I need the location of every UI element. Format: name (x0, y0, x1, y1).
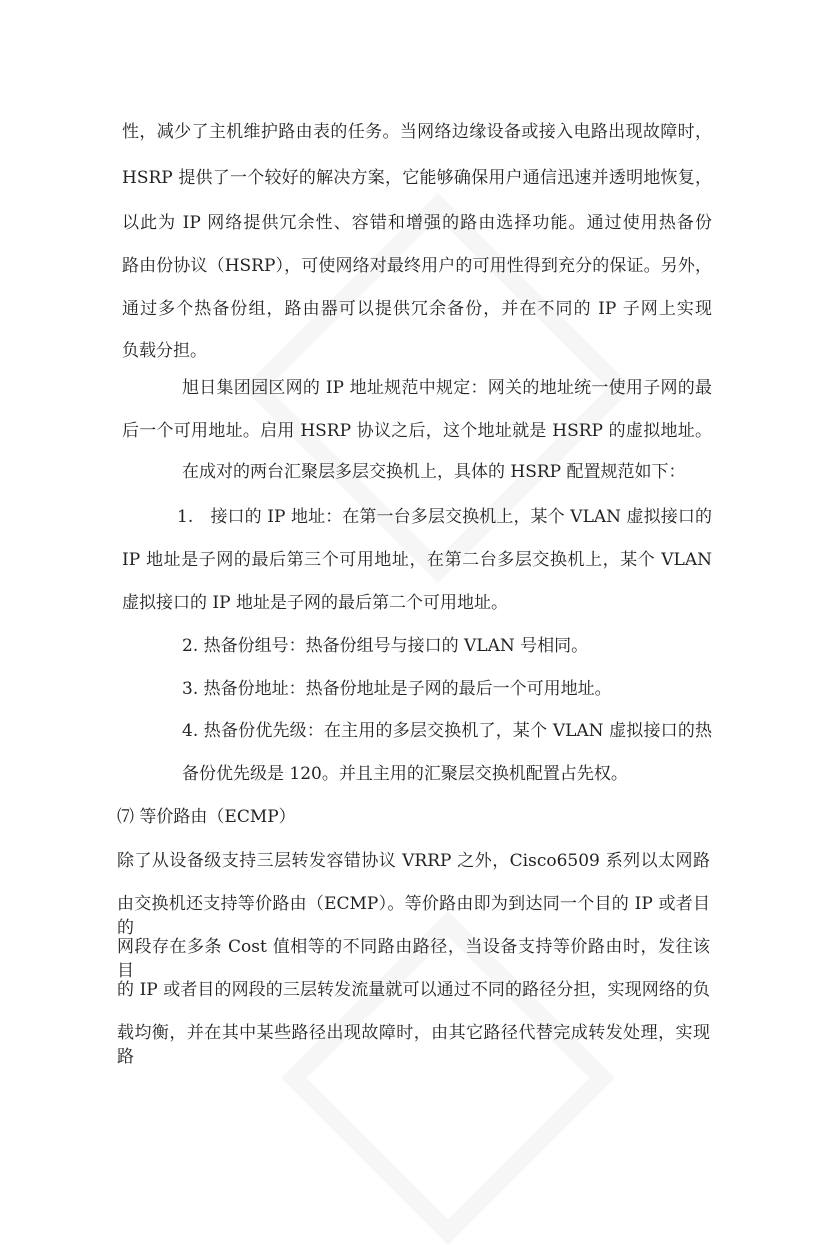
paragraph-line: HSRP 提供了一个较好的解决方案，它能够确保用户通信迅速并透明地恢复， (122, 168, 712, 188)
paragraph-line: 由交换机还支持等价路由（ECMP）。等价路由即为到达同一个目的 IP 或者目的 (117, 894, 710, 938)
paragraph-line: 以此为 IP 网络提供冗余性、容错和增强的路由选择功能。通过使用热备份 (122, 213, 712, 233)
paragraph-line: 旭日集团园区网的 IP 地址规范中规定：网关的地址统一使用子网的最 (182, 378, 712, 398)
list-item-line: 3. 热备份地址：热备份地址是子网的最后一个可用地址。 (182, 679, 612, 699)
paragraph-line: 后一个可用地址。启用 HSRP 协议之后，这个地址就是 HSRP 的虚拟地址。 (122, 421, 712, 441)
list-item-line: 2. 热备份组号：热备份组号与接口的 VLAN 号相同。 (182, 636, 589, 656)
paragraph-line: 载均衡，并在其中某些路径出现故障时，由其它路径代替完成转发处理，实现路 (117, 1023, 710, 1067)
paragraph-line: 通过多个热备份组，路由器可以提供冗余备份，并在不同的 IP 子网上实现 (122, 299, 712, 319)
paragraph-line: 在成对的两台汇聚层多层交换机上，具体的 HSRP 配置规范如下： (182, 462, 686, 482)
list-item-line: 备份优先级是 120。并且主用的汇聚层交换机配置占先权。 (182, 764, 628, 784)
list-item-line: IP 地址是子网的最后第三个可用地址，在第二台多层交换机上，某个 VLAN (122, 550, 712, 570)
paragraph-line: 性，减少了主机维护路由表的任务。当网络边缘设备或接入电路出现故障时， (122, 122, 712, 142)
paragraph-line: 路由份协议（HSRP），可使网络对最终用户的可用性得到充分的保证。另外， (122, 256, 712, 276)
list-item-line: 1. 接口的 IP 地址：在第一台多层交换机上，某个 VLAN 虚拟接口的 (177, 507, 712, 527)
list-item-line: 虚拟接口的 IP 地址是子网的最后第二个可用地址。 (122, 593, 508, 613)
paragraph-line: 除了从设备级支持三层转发容错协议 VRRP 之外，Cisco6509 系列以太网路 (117, 851, 710, 871)
paragraph-line: 负载分担。 (122, 341, 207, 361)
paragraph-line: 网段存在多条 Cost 值相等的不同路由路径，当设备支持等价路由时，发往该目 (117, 937, 710, 981)
list-item-line: 4. 热备份优先级：在主用的多层交换机了，某个 VLAN 虚拟接口的热 (182, 721, 712, 741)
paragraph-line: 的 IP 或者目的网段的三层转发流量就可以通过不同的路径分担，实现网络的负 (117, 980, 710, 1000)
section-heading: ⑺ 等价路由（ECMP） (117, 807, 296, 827)
